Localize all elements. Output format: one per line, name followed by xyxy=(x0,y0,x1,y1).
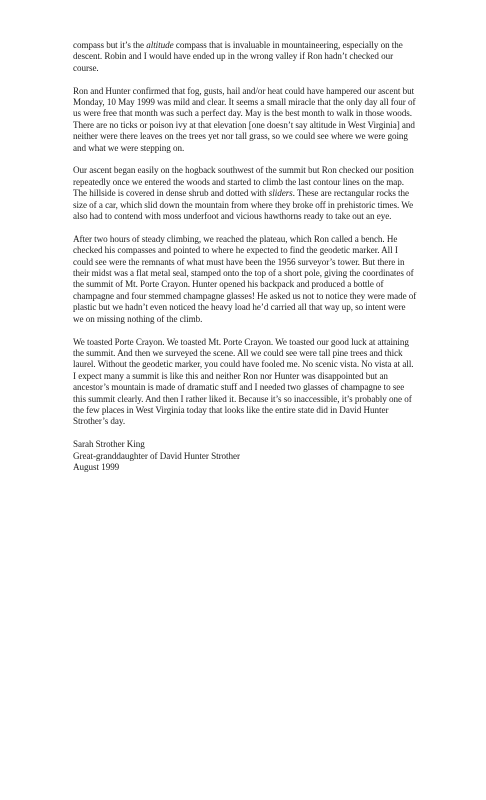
paragraph-3-text: Our ascent began easily on the hogback southwest of the summit but Ron checked our position repeatedly once we entered the woods and started to climb the last contour lines on the map. The hillside is covered in dense shrub and dotted with xyxy=(73,165,414,199)
paragraph-1 xyxy=(73,40,418,74)
paragraph-1-text: compass but it’s the xyxy=(73,40,147,50)
document-body xyxy=(73,40,418,473)
paragraph-3-emphasis: sliders xyxy=(268,188,293,199)
paragraph-2 xyxy=(73,86,418,154)
paragraph-5 xyxy=(73,337,418,428)
signature-block xyxy=(73,439,418,473)
paragraph-2-text: Ron and Hunter confirmed that fog, gusts, hail and/or heat could have hampered our ascent but Monday, 10 May 1999 was mild and clear. It seems a small miracle that the only day all four of us were free that month was such a perfect day. May is the best month to walk in those woods. There are no ticks or poison ivy at that elevation [one doesn’t say altitude in West Virginia] and neither were there leaves on the trees yet nor tall grass, so we could see where we were going and what we were stepping on. xyxy=(73,85,416,153)
signature-relation: Great-granddaughter of David Hunter Strother xyxy=(73,450,240,461)
paragraph-1-emphasis: altitude xyxy=(146,40,174,50)
paragraph-4 xyxy=(73,234,418,325)
paragraph-3-text-cont: . These are rectangular rocks the size of a car, which slid down the mountain from where they broke off in prehistoric times. We also had to contend with moss underfoot and vicious hawthorns ready to take out an eye. xyxy=(73,188,414,222)
signature-name: Sarah Strother King xyxy=(73,439,145,450)
paragraph-4-text: After two hours of steady climbing, we reached the plateau, which Ron called a bench. He checked his compasses and pointed to where he expected to find the geodetic marker. All I could see were the remnants of what must have been the 1956 surveyor’s tower. But there in their midst was a flat metal seal, stamped onto the top of a short pole, giving the coordinates of the summit of Mt. Porte Crayon. Hunter opened his backpack and produced a bottle of champagne and four stemmed champagne glasses! He asked us not to notice they were made of plastic but we hadn’t even noticed the heavy load he’d carried all that way up, so intent were we on missing nothing of the climb. xyxy=(73,233,417,324)
signature-date: August 1999 xyxy=(73,461,120,472)
paragraph-3 xyxy=(73,165,418,222)
paragraph-1-text-cont: compass that is invaluable in mountaineering, especially on the descent. Robin and I would have ended up in the wrong valley if Ron hadn’t checked our course. xyxy=(73,40,403,73)
paragraph-5-text: We toasted Porte Crayon. We toasted Mt. Porte Crayon. We toasted our good luck at attaining the summit. And then we surveyed the scene. All we could see were tall pine trees and thick laurel. Without the geodetic marker, you could have fooled me. No scenic vista. No vista at all. I expect many a summit is like this and neither Ron nor Hunter was disappointed but an ancestor’s mountain is made of dramatic stuff and I needed two glasses of champagne to see this summit clearly. And then I rather liked it. Because it’s so inaccessible, it’s probably one of the few places in West Virginia today that looks like the entire state did in David Hunter Strother’s day. xyxy=(73,336,414,427)
